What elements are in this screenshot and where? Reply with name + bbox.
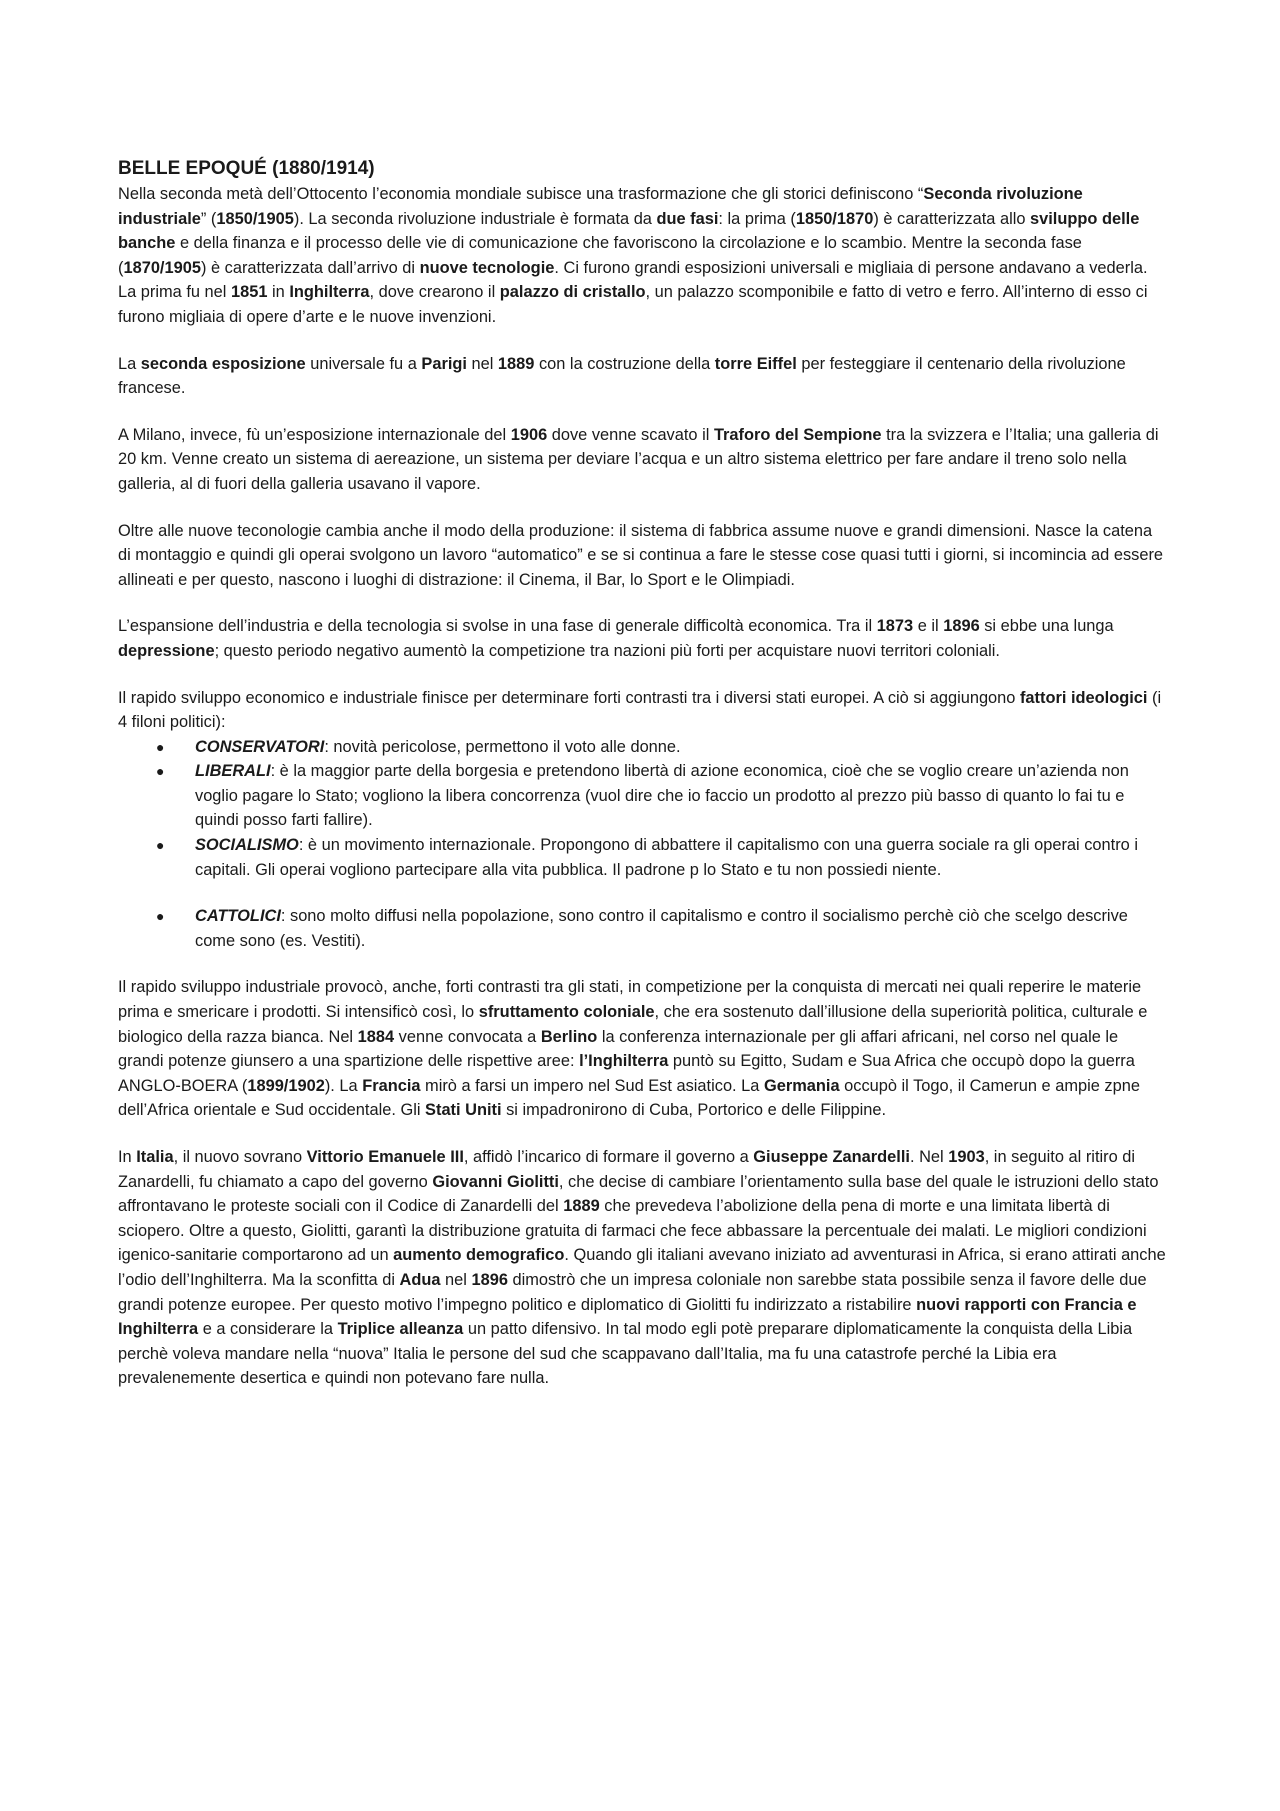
bold-text: Traforo del Sempione <box>713 425 882 444</box>
document-title: BELLE EPOQUÉ (1880/1914) <box>118 158 375 179</box>
document-page <box>118 156 1168 1413</box>
bold-text: 1889 <box>563 1197 600 1216</box>
bold-text: Seconda rivoluzione industriale <box>118 185 1083 228</box>
political-currents-list <box>118 735 1168 954</box>
text-run: un patto difensivo. In tal modo egli potè preparare diplomaticamente la conquista della Libia perchè voleva mandare nella “nuova” Italia le persone del sud che scappavano dall’Italia, ma fu una catastrofe perché la Libia era prevalenemente desertica e quindi non potevano fare nulla. <box>118 1320 1133 1388</box>
bold-text: 1896 <box>471 1270 508 1289</box>
bold-text: Adua <box>399 1270 441 1289</box>
bold-text: 1850/1905 <box>216 209 294 228</box>
bold-text: palazzo di cristallo <box>499 283 646 302</box>
paragraph-sfruttamento-coloniale <box>118 975 1168 1123</box>
text-run: , il nuovo sovrano <box>173 1148 307 1166</box>
list-item-text: : è un movimento internazionale. Propongono di abbattere il capitalismo con una guerra sociale ra gli operai contro i capitali. Gli operai vogliono partecipare alla vita pubblica. Il padrone p lo Stato e tu non possiedi niente. <box>195 836 1138 879</box>
bold-text: 1851 <box>230 283 268 302</box>
text-run: , in seguito al ritiro di Zanardelli, fu chiamato a capo del governo <box>118 1148 1136 1191</box>
text-run: ” ( <box>200 209 217 228</box>
bold-text: Giuseppe Zanardelli <box>753 1148 910 1166</box>
bullet-icon: ● <box>156 738 165 755</box>
text-run: . Nel <box>909 1148 949 1166</box>
text-run: . Quando gli italiani avevano iniziato ad avventurasi in Africa, si erano attirati anche l’odio dell’Inghilterra. Ma la sconfitta di <box>118 1246 1166 1289</box>
text-run: Il rapido sviluppo economico e industriale finisce per determinare forti contrasti tra i diversi stati europei. A ciò si aggiungono <box>118 688 1020 707</box>
list-item <box>118 904 1168 953</box>
text-run: puntò su Egitto, Sudam e Sua Africa che occupò dopo la guerra ANGLO-BOERA ( <box>118 1052 1135 1095</box>
list-item-label: SOCIALISMO <box>195 836 299 855</box>
text-run: e il <box>913 617 944 636</box>
paragraph-milano-esposizione <box>118 423 1168 497</box>
text-run: Nella seconda metà dell’Ottocento l’economia mondiale subisce una trasformazione che gli storici definiscono “ <box>118 185 924 203</box>
text-run: , che era sostenuto dall’illusione della superiorità politica, culturale e biologico della razza bianca. Nel <box>118 1003 1148 1046</box>
bullet-icon: ● <box>156 908 165 925</box>
text-run: ; questo periodo negativo aumentò la competizione tra nazioni più forti per acquistare nuovi territori coloniali. <box>214 641 1000 660</box>
text-run: mirò a farsi un impero nel Sud Est asiatico. La <box>420 1076 764 1095</box>
bold-text: due fasi <box>656 209 719 228</box>
paragraph-produzione <box>118 519 1168 593</box>
bold-text: 1899/1902 <box>247 1076 325 1095</box>
bold-text: Triplice alleanza <box>337 1320 464 1339</box>
list-item <box>118 759 1168 833</box>
text-run: ). La <box>324 1076 363 1095</box>
text-run: ) è caratterizzata dall’arrivo di <box>200 258 420 277</box>
bold-text: Germania <box>763 1076 840 1095</box>
bold-text: seconda esposizione <box>140 354 306 373</box>
text-run: e della finanza e il processo delle vie di comunicazione che favoriscono la circolazione e lo scambio. Mentre la seconda fase ( <box>118 234 1082 277</box>
paragraph-fattori-ideologici <box>118 686 1168 735</box>
text-run: universale fu a <box>305 354 422 373</box>
text-run: ). La seconda rivoluzione industriale è formata da <box>293 209 657 228</box>
text-run: (i 4 filoni politici): <box>118 688 1162 732</box>
paragraph-seconda-rivoluzione <box>118 182 1168 330</box>
bold-text: nuove tecnologie <box>419 258 555 277</box>
text-run: venne convocata a <box>394 1027 541 1046</box>
text-run: . Ci furono grandi esposizioni universali e migliaia di persone andavano a vederla. La prima fu nel <box>118 258 1148 302</box>
text-run: nel <box>466 354 498 373</box>
bold-text: sfruttamento coloniale <box>478 1003 655 1022</box>
list-item-label: CONSERVATORI <box>195 737 325 756</box>
text-run: e a considerare la <box>198 1320 338 1339</box>
bold-text: 1896 <box>943 617 980 636</box>
list-item-text: : sono molto diffusi nella popolazione, sono contro il capitalismo e contro il socialismo perchè ciò che scelgo descrive come sono (es. Vestiti). <box>195 907 1128 950</box>
bold-text: Parigi <box>421 354 467 373</box>
text-run: La <box>118 354 141 373</box>
bold-text: l’Inghilterra <box>579 1052 669 1071</box>
bold-text: 1906 <box>510 425 548 444</box>
bold-text: 1870/1905 <box>123 258 201 277</box>
text-run: , un palazzo scomponibile e fatto di vetro e ferro. All’interno di esso ci furono migliaia di opere d’arte e le nuove invenzioni. <box>118 283 1148 326</box>
bold-text: Italia <box>136 1148 174 1166</box>
list-item-label: LIBERALI <box>195 762 271 781</box>
text-run: dimostrò che un impresa coloniale non sarebbe stata possibile senza il favore delle due grandi potenze europee. Per questo motivo l’impegno politico e diplomatico di Giolitti fu indirizzato a ristabilire <box>118 1270 1147 1314</box>
bold-text: 1903 <box>948 1148 985 1166</box>
text-run: L’espansione dell’industria e della tecnologia si svolse in una fase di generale difficoltà economica. Tra il <box>118 617 877 636</box>
text-run: con la costruzione della <box>534 354 715 373</box>
text-run: nel <box>440 1270 472 1289</box>
bold-text: 1873 <box>876 617 914 636</box>
bold-text: Berlino <box>540 1027 598 1046</box>
bold-text: torre Eiffel <box>714 354 797 373</box>
text-run: tra la svizzera e l’Italia; una galleria di 20 km. Venne creato un sistema di aereazione, un sistema per deviare l’acqua e un altro sistema elettrico per fare andare il treno solo nella galleria, al di fuori della galleria usavano il vapore. <box>118 425 1159 493</box>
text-run: la conferenza internazionale per gli affari africani, nel corso nel quale le grandi potenze giunsero a una spartizione delle rispettive aree: <box>118 1027 1119 1071</box>
text-run: per festeggiare il centenario della rivoluzione francese. <box>118 354 1126 398</box>
bold-text: Francia <box>362 1076 421 1095</box>
bullet-icon: ● <box>156 763 165 780</box>
bold-text: sviluppo delle banche <box>118 209 1140 253</box>
bold-text: Vittorio Emanuele III <box>306 1148 464 1166</box>
paragraph-seconda-esposizione <box>118 352 1168 401</box>
bold-text: 1884 <box>357 1027 395 1046</box>
text-run: Oltre alle nuove teconologie cambia anche il modo della produzione: il sistema di fabbrica assume nuove e grandi dimensioni. Nasce la catena di montaggio e quindi gli operai svolgono un lavoro “automatico” e se si continua a fare le stesse cose quasi tutti i giorni, si incomincia ad essere allineati e per questo, nascono i luoghi di distrazione: il Cinema, il Bar, lo Sport e le Olimpiadi. <box>118 521 1164 589</box>
text-run: In <box>118 1148 137 1166</box>
text-run: , che decise di cambiare l’orientamento sulla base del quale le istruzioni dello stato affrontavano le proteste sociali con il Codice di Zanardelli del <box>118 1172 1159 1216</box>
text-run: che prevedeva l’abolizione della pena di morte e una limitata libertà di sciopero. Oltre a questo, Giolitti, garantì la distribuzione gratuita di farmaci che fece abbassare la percentuale dei malati. Le migliori condizioni igenico-sanitarie comportarono ad un <box>118 1197 1147 1265</box>
list-item-label: CATTOLICI <box>195 907 281 926</box>
text-run: , dove crearono il <box>369 283 500 302</box>
list-item <box>118 833 1168 882</box>
bold-text: depressione <box>118 641 215 660</box>
list-item-text: : è la maggior parte della borgesia e pretendono libertà di azione economica, cioè che se voglio creare un’azienda non voglio pagare lo Stato; vogliono la libera concorrenza (vuol dire che io faccio un prodotto al prezzo più basso di quanto lo fai tu e quindi posso farti fallire). <box>195 762 1129 830</box>
bold-text: Giovanni Giolitti <box>432 1172 559 1191</box>
bold-text: aumento demografico <box>393 1246 565 1265</box>
text-run: dove venne scavato il <box>547 425 714 444</box>
text-run: ) è caratterizzata allo <box>873 209 1031 228</box>
bold-text: Inghilterra <box>289 283 370 302</box>
text-run: A Milano, invece, fù un’esposizione internazionale del <box>118 425 511 444</box>
text-run: : la prima ( <box>718 209 796 228</box>
list-item <box>118 735 1168 760</box>
bold-text: fattori ideologici <box>1019 688 1148 707</box>
bold-text: 1889 <box>497 354 535 373</box>
paragraph-depressione <box>118 614 1168 663</box>
text-run: occupò il Togo, il Camerun e ampie zpne dell’Africa orientale e Sud occidentale. Gli <box>118 1076 1140 1120</box>
list-item-text: : novità pericolose, permettono il voto alle donne. <box>324 737 681 756</box>
text-run: si ebbe una lunga <box>979 617 1114 636</box>
text-run: , affidò l’incarico di formare il governo a <box>463 1148 754 1166</box>
bullet-icon: ● <box>156 837 165 854</box>
bold-text: nuovi rapporti con Francia e Inghilterra <box>118 1295 1137 1339</box>
paragraph-italia-giolitti <box>118 1145 1168 1391</box>
text-run: Il rapido sviluppo industriale provocò, anche, forti contrasti tra gli stati, in competizione per la conquista di mercati nei quali reperire le materie prima e smericare i prodotti. Si intensificò così, lo <box>118 978 1142 1022</box>
bold-text: 1850/1870 <box>795 209 874 228</box>
text-run: in <box>267 283 290 302</box>
bold-text: Stati Uniti <box>425 1101 502 1120</box>
text-run: si impadronirono di Cuba, Portorico e delle Filippine. <box>501 1101 887 1120</box>
